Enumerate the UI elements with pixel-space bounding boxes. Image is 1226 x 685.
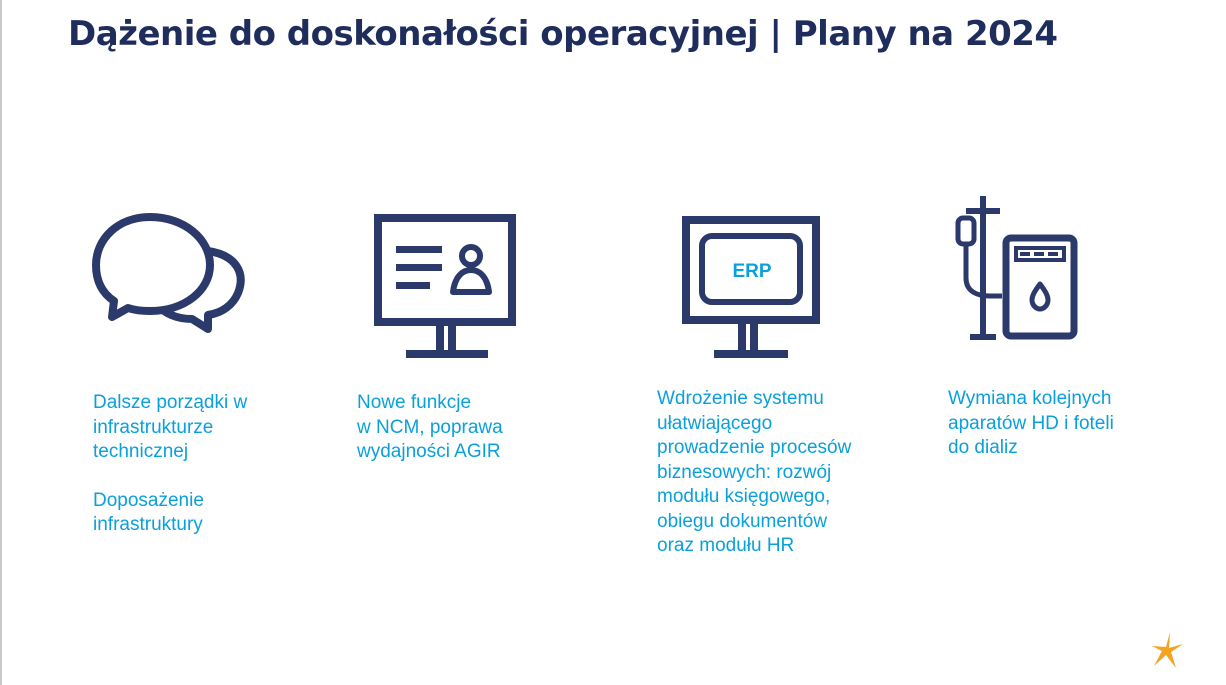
item-1-line: infrastruktury xyxy=(93,514,203,535)
item-4-line: aparatów HD i foteli xyxy=(948,412,1114,434)
item-2-description xyxy=(357,391,503,465)
item-2-line: Nowe funkcje xyxy=(357,392,472,413)
erp-screen-label: ERP xyxy=(732,261,772,282)
item-4-description xyxy=(948,387,1114,461)
item-3-line: Wdrożenie systemu xyxy=(657,388,824,409)
item-3-line: biznesowych: rozwój xyxy=(657,461,832,483)
dialysis-machine-icon xyxy=(950,192,1082,342)
speech-bubbles-icon xyxy=(88,205,248,345)
monitor-erp-icon xyxy=(680,214,826,362)
item-3-line: prowadzenie procesów xyxy=(657,437,852,458)
item-1-line: infrastrukturze xyxy=(93,416,214,438)
item-1-description xyxy=(93,391,247,538)
item-3-line: obiegu dokumentów xyxy=(657,510,828,532)
item-3-description xyxy=(657,387,851,559)
item-1-line: Dalsze porządki w xyxy=(93,392,248,413)
item-1-line: technicznej xyxy=(93,441,189,462)
item-4-line: do dializ xyxy=(948,437,1018,458)
star-logo-icon xyxy=(1150,630,1186,675)
page-title: Dążenie do doskonałości operacyjnej | Plany na 2024 xyxy=(68,14,1058,54)
item-3-line: oraz modułu HR xyxy=(657,535,795,556)
item-3-line: modułu księgowego, xyxy=(657,486,831,507)
item-2-line: w NCM, poprawa xyxy=(357,416,503,438)
slide-left-border xyxy=(0,0,2,685)
item-4-line: Wymiana kolejnych xyxy=(948,388,1112,409)
item-3-line: ułatwiającego xyxy=(657,412,773,434)
item-1-line: Doposażenie xyxy=(93,489,204,511)
monitor-profile-icon xyxy=(372,212,518,362)
item-2-line: wydajności AGIR xyxy=(357,441,501,462)
